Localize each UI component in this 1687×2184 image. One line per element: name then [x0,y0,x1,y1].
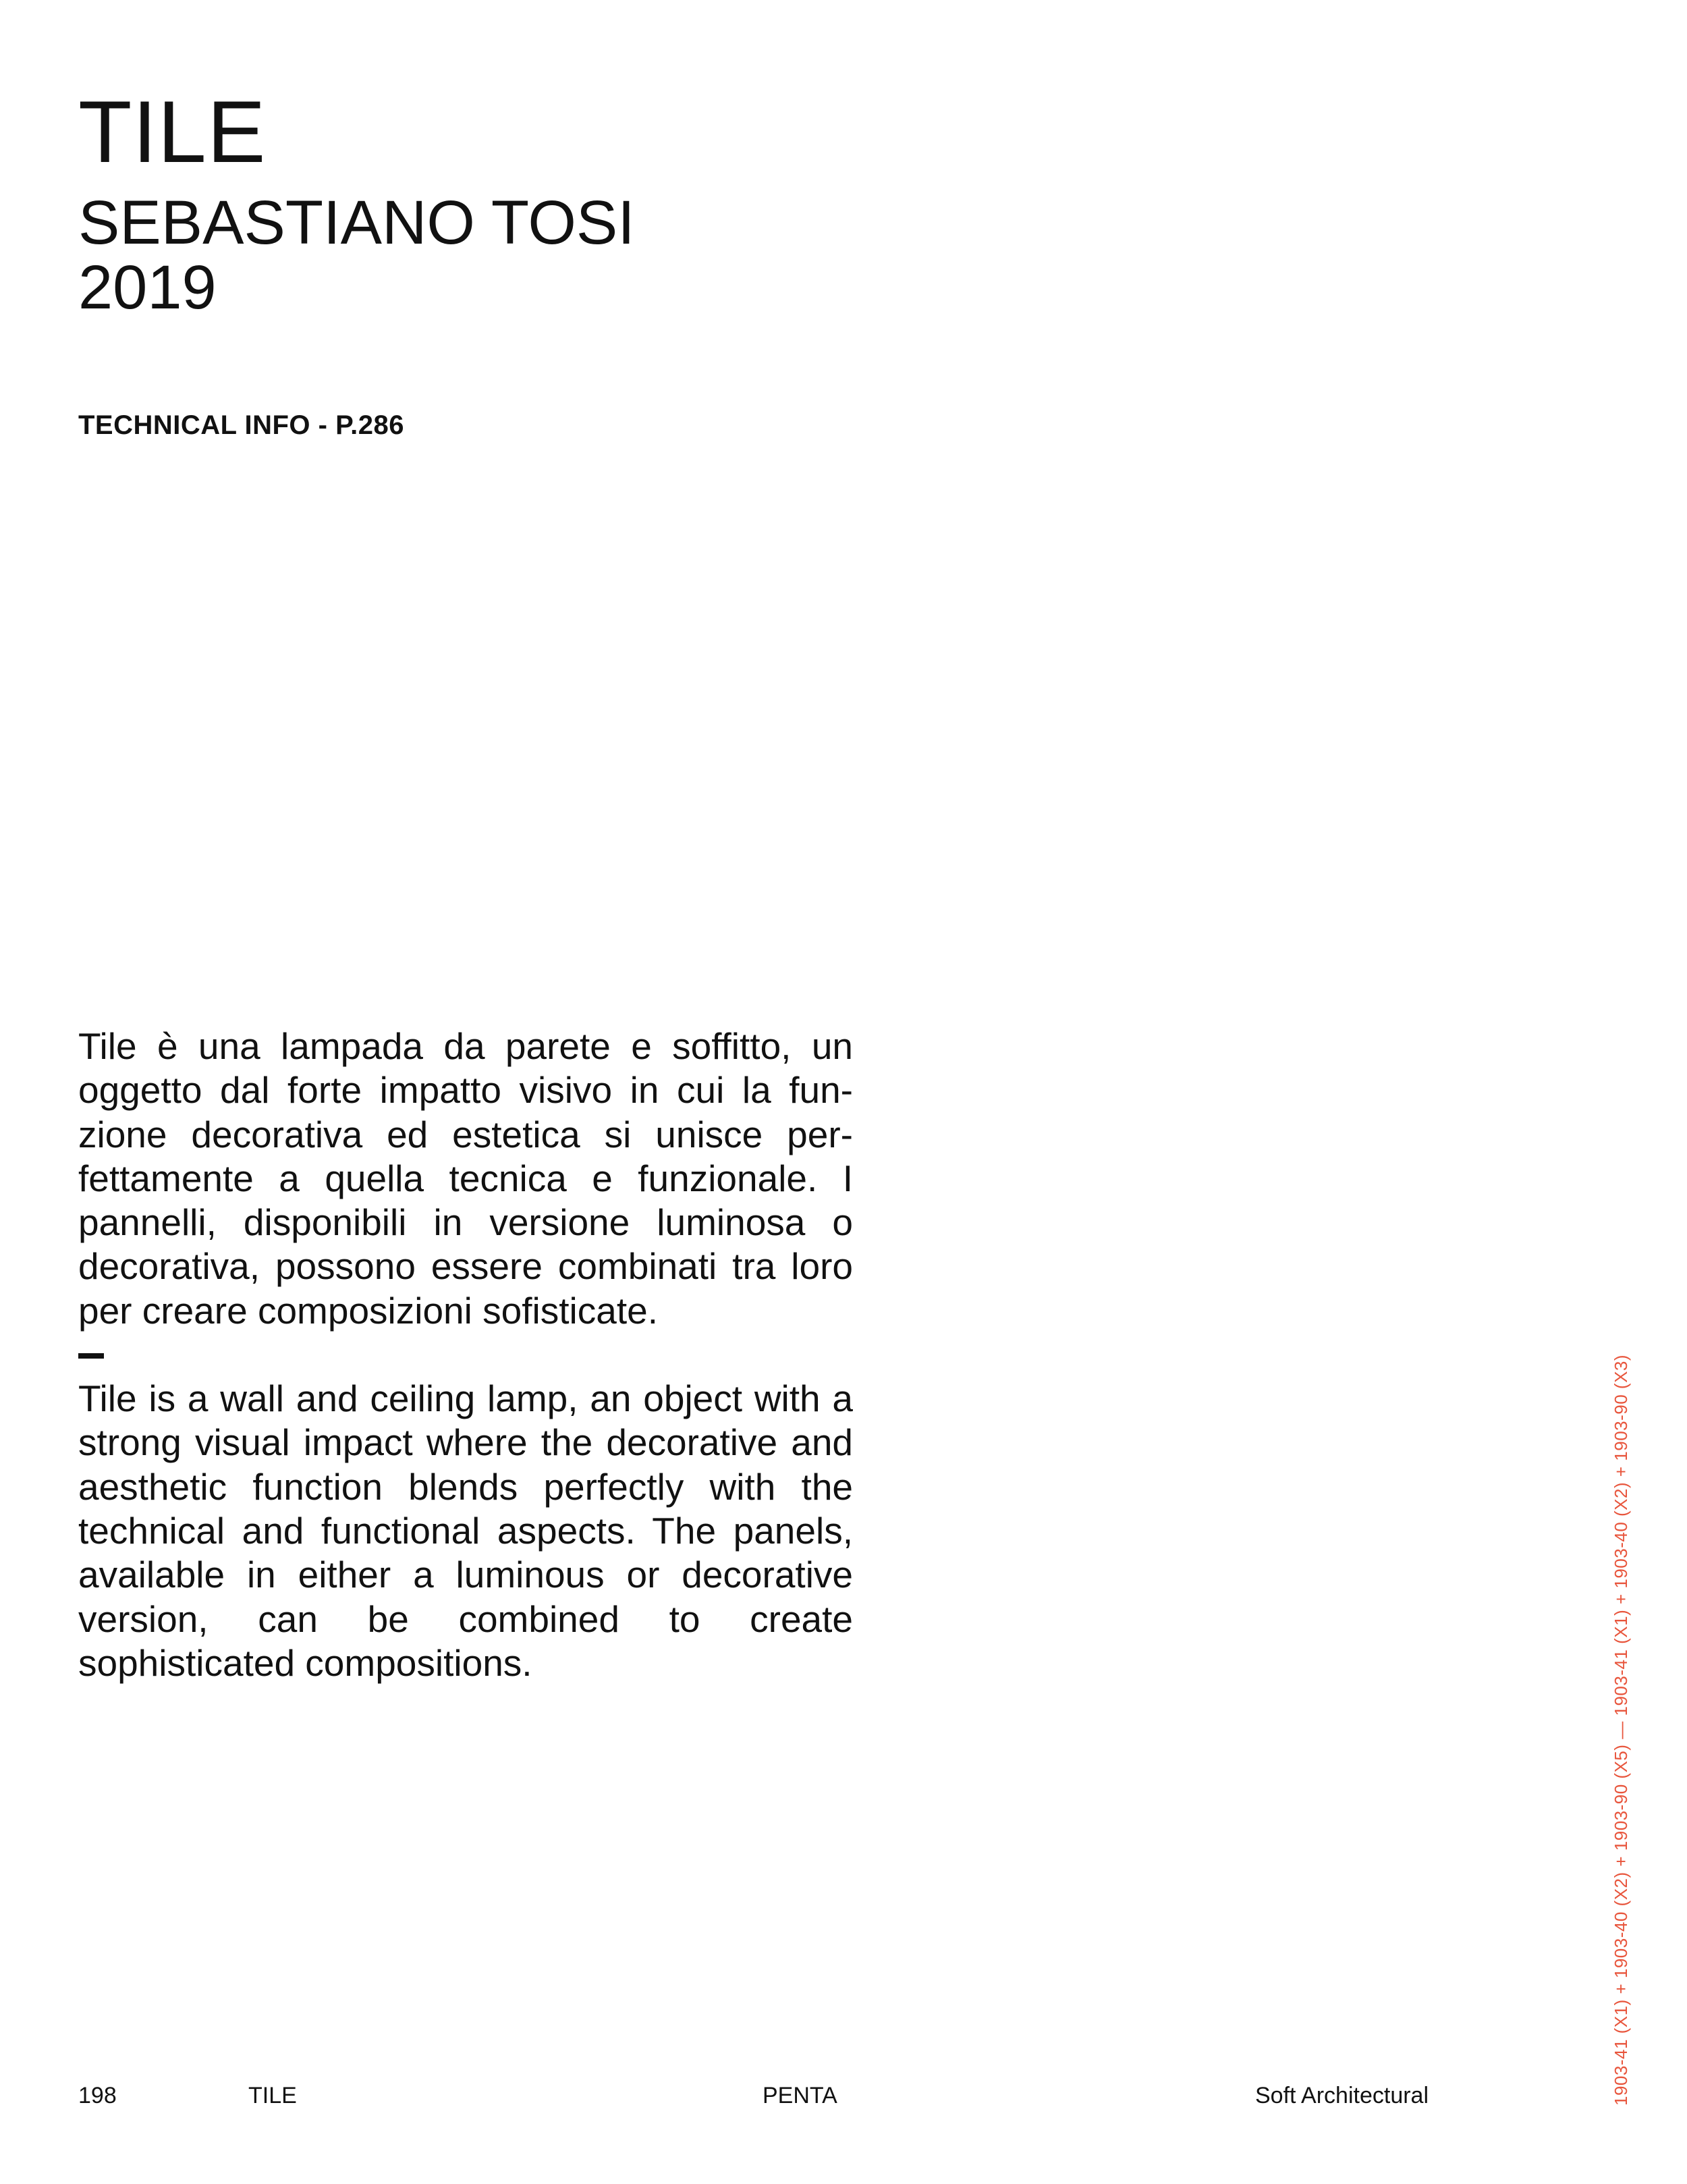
description-italian: Tile è una lampada da parete e soffitto, un oggetto dal forte impatto visivo in cui la funzione decorativa ed estetica si unisce perfettamente a quella tecnica e funzionale. I pannelli, disponibili in versione luminosa o decorativa, possono essere combinati tra loro per creare composizioni sofisticate. [78,1025,853,1332]
composition-code: 1903-41 (X1) + 1903-40 (X2) + 1903-90 (X5) — 1903-41 (X1) + 1903-40 (X2) + 1903-90 (X3) [1611,1354,1631,2106]
description-block [78,1025,853,1685]
technical-info-link[interactable]: TECHNICAL INFO - P.286 [78,410,404,440]
description-english: Tile is a wall and ceiling lamp, an object with a strong visual impact where the decorative and aesthetic function blends perfectly with the technical and functional aspects. The panels, available in either a luminous or decorative version, can be combined to create sophisticated compositions. [78,1377,853,1684]
footer-category: Soft Architectural [1255,2083,1429,2108]
designer-name: SEBASTIANO TOSI [78,188,635,257]
footer-page-number: 198 [78,2083,117,2108]
footer-collection: PENTA [763,2083,837,2108]
footer-product-name: TILE [248,2083,297,2108]
design-year: 2019 [78,253,217,322]
language-divider [78,1353,104,1359]
product-title: TILE [78,82,267,181]
